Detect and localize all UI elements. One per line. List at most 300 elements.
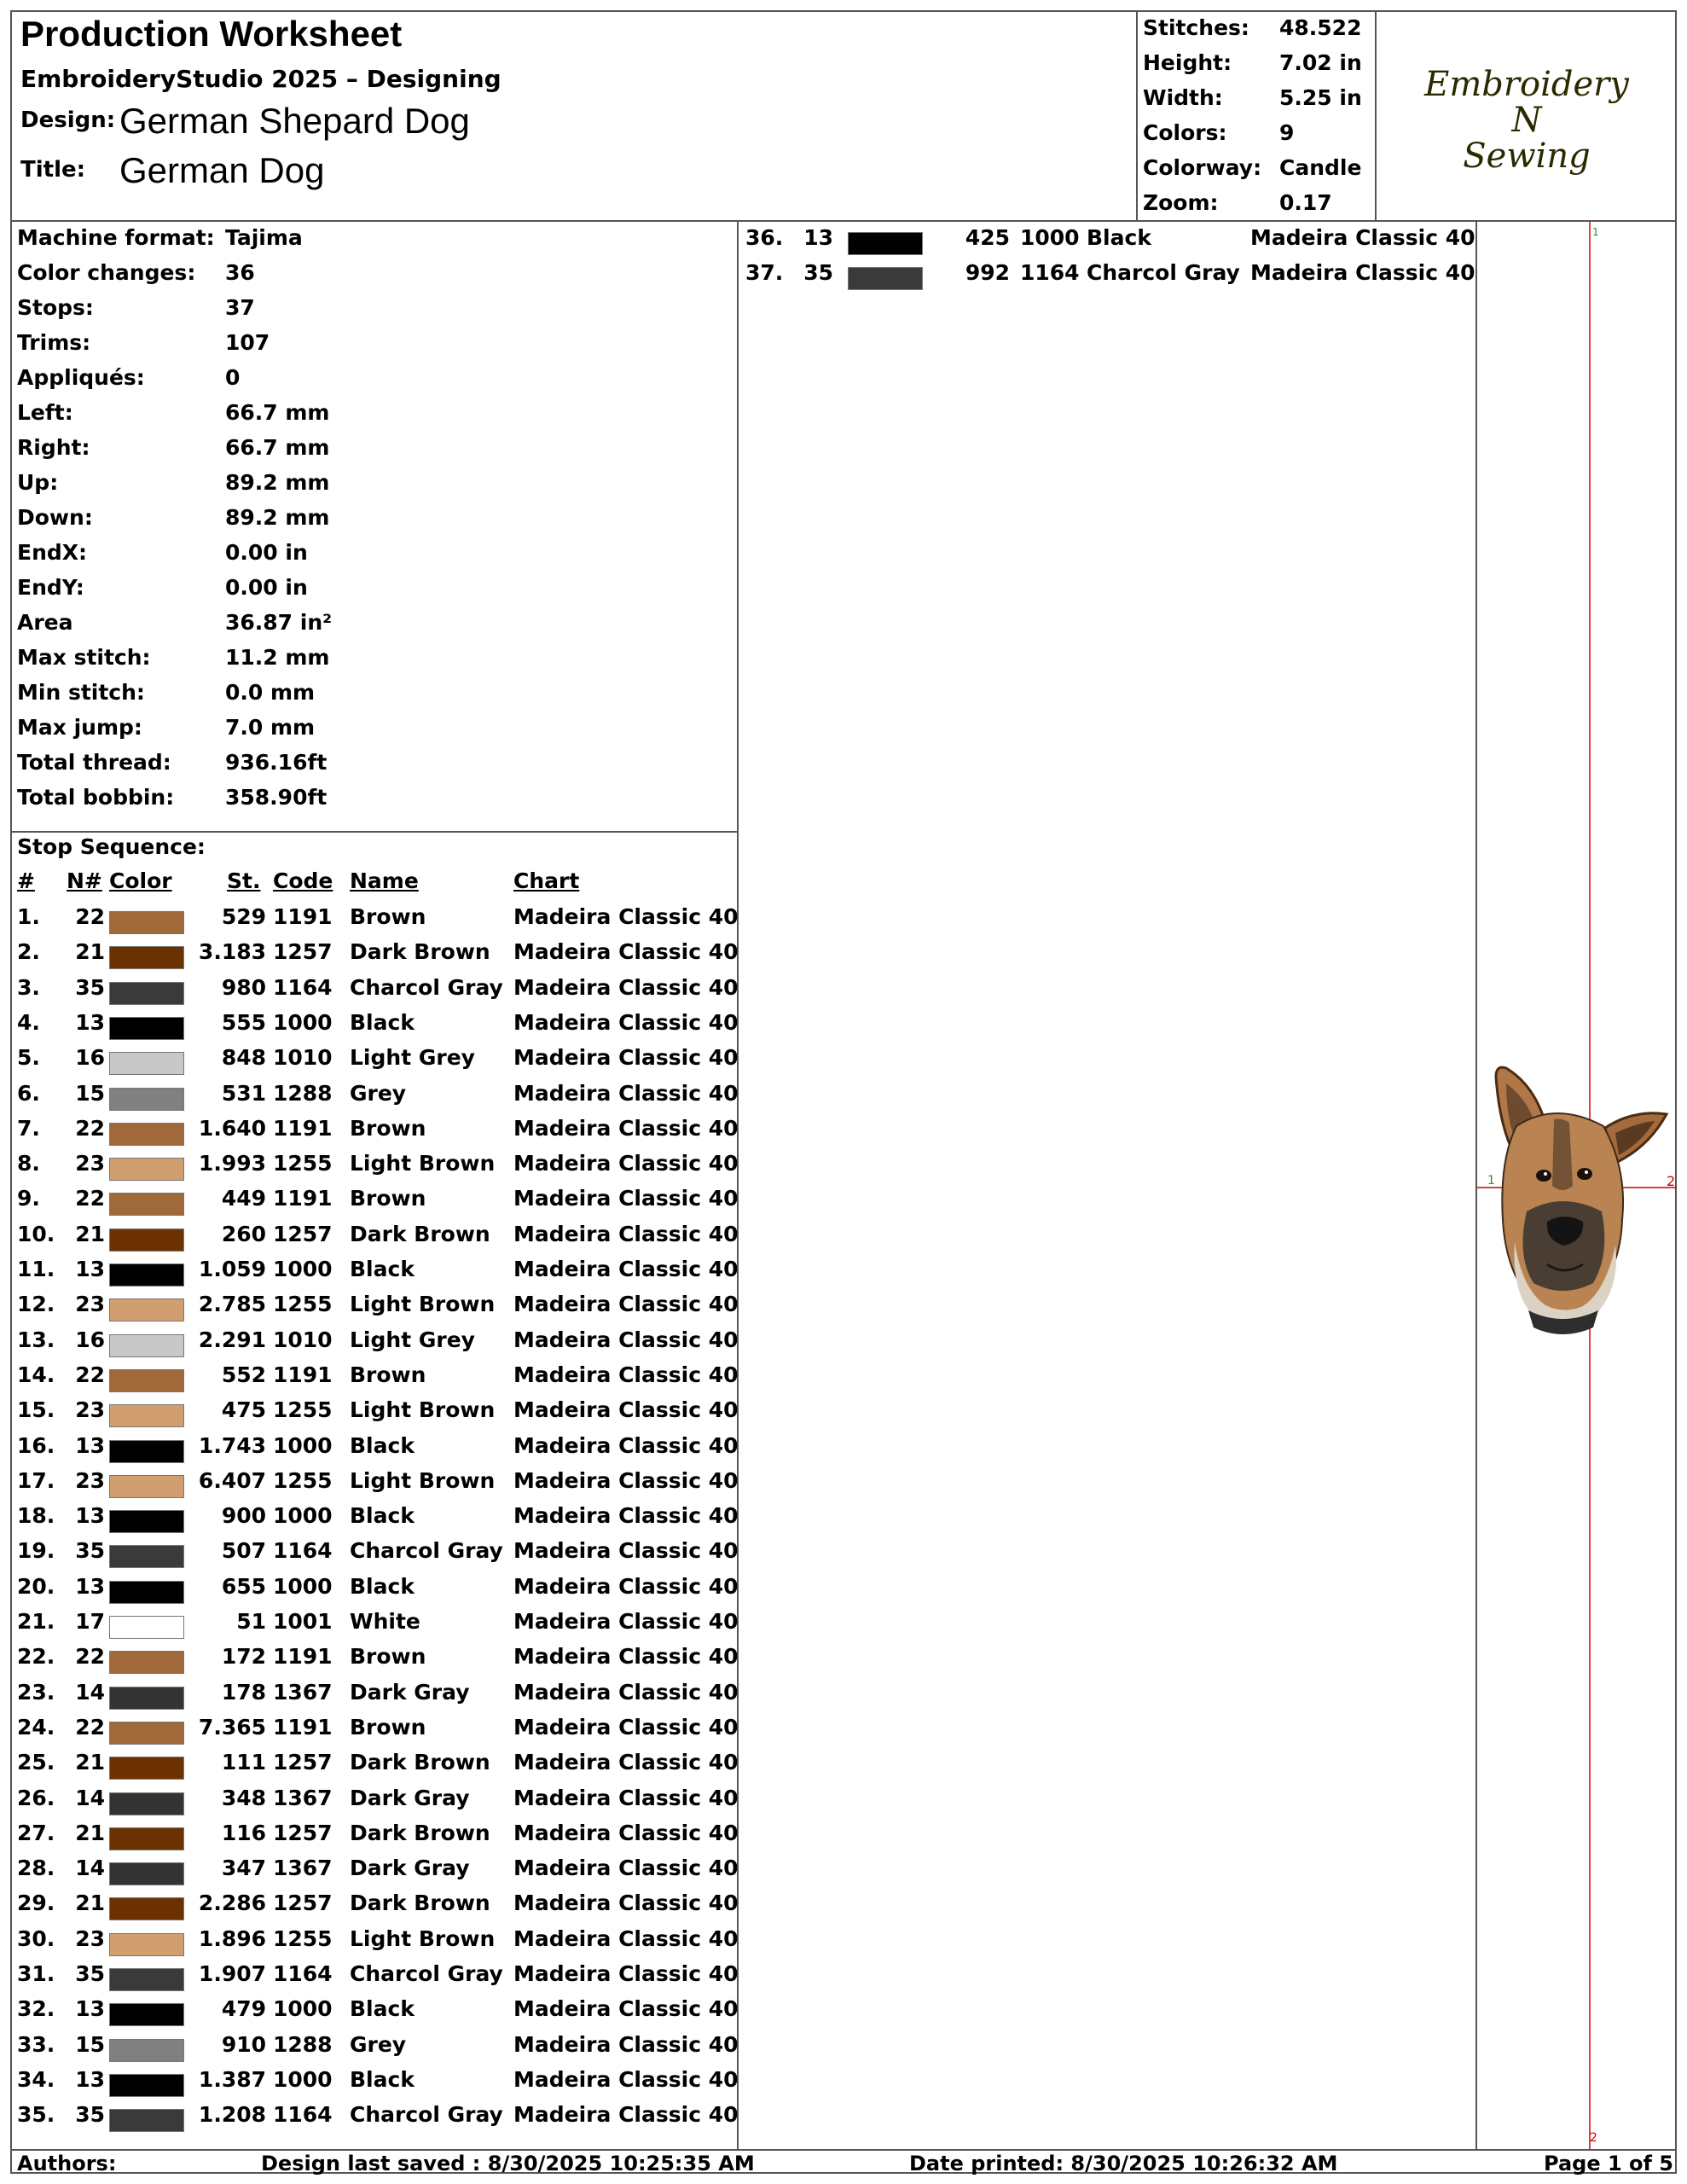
info-value: 0.0 mm	[225, 680, 316, 705]
color-swatch	[109, 1827, 184, 1850]
color-swatch	[109, 1792, 184, 1815]
info-row	[17, 540, 308, 575]
table-row	[12, 1891, 739, 1926]
table-row	[12, 1821, 739, 1856]
thread-name: Brown	[350, 1115, 426, 1141]
needle-number: 21	[75, 1750, 105, 1775]
stat-value: 7.02 in	[1279, 50, 1362, 75]
title-value: German Dog	[119, 150, 325, 190]
color-swatch	[109, 1616, 184, 1639]
thread-name: Light Grey	[350, 1327, 475, 1352]
info-label: Area	[17, 610, 73, 635]
info-row	[17, 400, 330, 435]
thread-name: Black	[350, 1257, 415, 1281]
color-swatch	[109, 946, 184, 969]
thread-chart: Madeira Classic 40	[513, 1961, 739, 1986]
logo-line-3: Sewing	[1463, 136, 1591, 176]
footer-authors: Authors:	[17, 2152, 117, 2175]
needle-number: 13	[75, 1257, 105, 1281]
needle-number: 13	[75, 1996, 105, 2022]
info-value: 36.87 in²	[225, 610, 333, 635]
table-row	[12, 1644, 739, 1679]
info-row	[17, 470, 330, 505]
marker-top: 1	[1592, 226, 1599, 238]
stitch-count: 555	[221, 1009, 266, 1035]
thread-code: 1367	[273, 1785, 333, 1810]
stop-number: 2.	[17, 939, 40, 965]
thread-chart: Madeira Classic 40	[1250, 260, 1475, 285]
stop-sequence-title: Stop Sequence:	[17, 834, 206, 859]
stitch-count: 7.365	[198, 1714, 266, 1740]
thread-name: Grey	[350, 1080, 407, 1106]
table-row	[12, 1468, 739, 1503]
thread-code: 1191	[273, 1115, 333, 1141]
thread-chart: Madeira Classic 40	[513, 1327, 739, 1352]
stitch-count: 980	[221, 974, 266, 1000]
thread-chart: Madeira Classic 40	[513, 1679, 739, 1705]
table-row	[12, 1362, 739, 1397]
thread-code: 1164	[273, 1538, 333, 1564]
thread-code: 1367	[273, 1679, 333, 1705]
production-worksheet	[10, 10, 1677, 2174]
stop-number: 23.	[17, 1679, 55, 1705]
stop-number: 6.	[17, 1080, 40, 1106]
needle-number: 21	[75, 1221, 105, 1246]
info-value: 11.2 mm	[225, 645, 330, 670]
thread-name: Dark Brown	[350, 1221, 490, 1246]
needle-number: 17	[75, 1609, 105, 1634]
stat-value: 48.522	[1279, 15, 1362, 40]
color-swatch	[109, 1933, 184, 1956]
info-value: 37	[225, 295, 255, 320]
info-value: Tajima	[225, 225, 303, 250]
stop-number: 20.	[17, 1573, 55, 1599]
stop-number: 37.	[745, 260, 784, 285]
logo-line-2: N	[1511, 101, 1542, 140]
color-swatch	[109, 1298, 184, 1321]
thread-code: 1000	[273, 1257, 333, 1281]
info-row	[17, 610, 333, 645]
stop-number: 32.	[17, 1996, 55, 2022]
thread-code: 1257	[273, 1820, 333, 1845]
table-row	[12, 1397, 739, 1432]
info-label: Left:	[17, 400, 73, 425]
info-value: 66.7 mm	[225, 400, 330, 425]
thread-chart: Madeira Classic 40	[513, 1080, 739, 1106]
marker-right: 2	[1667, 1173, 1676, 1189]
thread-chart: Madeira Classic 40	[513, 1820, 739, 1845]
stop-number: 31.	[17, 1961, 55, 1986]
needle-number: 22	[75, 904, 105, 929]
stitch-count: 1.640	[198, 1115, 266, 1141]
info-row	[17, 260, 255, 295]
table-row	[12, 1081, 739, 1116]
needle-number: 16	[75, 1327, 105, 1352]
thread-code: 1000	[273, 1996, 333, 2022]
stat-label: Zoom:	[1143, 190, 1219, 215]
thread-chart: Madeira Classic 40	[513, 1891, 739, 1916]
color-swatch	[109, 1651, 184, 1674]
thread-code: 1164	[273, 974, 333, 1000]
info-row	[17, 295, 255, 330]
needle-number: 23	[75, 1292, 105, 1317]
info-label: Machine format:	[17, 225, 215, 250]
stop-number: 10.	[17, 1221, 55, 1246]
info-label: Max stitch:	[17, 645, 151, 670]
thread-chart: Madeira Classic 40	[513, 1609, 739, 1634]
thread-chart: Madeira Classic 40	[513, 1996, 739, 2022]
stat-row	[1143, 50, 1362, 85]
col-header-color: Color	[109, 868, 172, 893]
table-row	[12, 2032, 739, 2067]
stop-sequence-continued	[739, 222, 1477, 2149]
header-panel	[12, 12, 1138, 222]
stitch-count: 552	[221, 1362, 266, 1387]
stitch-count: 655	[221, 1573, 266, 1599]
table-row	[12, 1680, 739, 1715]
info-row	[17, 435, 330, 470]
needle-number: 21	[75, 1820, 105, 1845]
thread-chart: Madeira Classic 40	[513, 1186, 739, 1211]
thread-chart: Madeira Classic 40	[513, 1714, 739, 1740]
needle-number: 23	[75, 1467, 105, 1493]
thread-code: 1191	[273, 904, 333, 929]
thread-name: Dark Gray	[350, 1856, 470, 1881]
thread-chart: Madeira Classic 40	[513, 1257, 739, 1281]
needle-number: 35	[803, 260, 833, 285]
thread-chart: Madeira Classic 40	[513, 1644, 739, 1670]
thread-code: 1257	[273, 1750, 333, 1775]
color-swatch	[109, 1968, 184, 1991]
table-row	[12, 1750, 739, 1785]
color-swatch	[109, 982, 184, 1005]
stop-number: 17.	[17, 1467, 55, 1493]
stop-number: 9.	[17, 1186, 40, 1211]
design-preview	[1477, 222, 1677, 2149]
info-row	[17, 715, 316, 750]
thread-name: Charcol Gray	[350, 2102, 503, 2128]
table-row	[12, 1609, 739, 1644]
needle-number: 14	[75, 1856, 105, 1881]
needle-number: 14	[75, 1785, 105, 1810]
stitch-count: 910	[221, 2031, 266, 2057]
stat-value: 5.25 in	[1279, 85, 1362, 110]
thread-chart: Madeira Classic 40	[513, 1467, 739, 1493]
thread-code: 1288	[273, 2031, 333, 2057]
info-value: 0.00 in	[225, 540, 308, 565]
thread-chart: Madeira Classic 40	[513, 904, 739, 929]
thread-name: Black	[350, 1009, 415, 1035]
info-value: 89.2 mm	[225, 505, 330, 530]
stat-row	[1143, 15, 1362, 50]
stop-number: 16.	[17, 1432, 55, 1458]
footer-last-saved: Design last saved : 8/30/2025 10:25:35 AM	[261, 2152, 755, 2175]
thread-code: 1164	[273, 1961, 333, 1986]
stitch-count: 1.743	[198, 1432, 266, 1458]
needle-number: 13	[75, 2066, 105, 2092]
stop-number: 22.	[17, 1644, 55, 1670]
needle-number: 22	[75, 1115, 105, 1141]
stop-number: 27.	[17, 1820, 55, 1845]
table-row	[12, 1715, 739, 1750]
table-row	[12, 1503, 739, 1538]
footer	[12, 2149, 1677, 2174]
stop-number: 11.	[17, 1257, 55, 1281]
design-label: Design:	[20, 107, 116, 133]
thread-code: 1255	[273, 1397, 333, 1423]
thread-name: Dark Brown	[350, 939, 490, 965]
stitch-count: 6.407	[198, 1467, 266, 1493]
info-row	[17, 645, 330, 680]
stat-label: Colorway:	[1143, 155, 1262, 180]
color-swatch	[109, 1193, 184, 1216]
thread-name: Light Brown	[350, 1292, 496, 1317]
color-swatch	[109, 1440, 184, 1463]
needle-number: 22	[75, 1644, 105, 1670]
color-swatch	[109, 2074, 184, 2097]
info-label: Appliqués:	[17, 365, 145, 390]
table-row	[12, 975, 739, 1010]
thread-name: Dark Gray	[350, 1679, 470, 1705]
thread-code: 1000	[273, 1573, 333, 1599]
thread-chart: Madeira Classic 40	[513, 1573, 739, 1599]
stat-label: Stitches:	[1143, 15, 1249, 40]
color-swatch	[109, 2039, 184, 2062]
thread-chart: Madeira Classic 40	[513, 1926, 739, 1951]
color-swatch	[109, 2003, 184, 2026]
thread-name: Charcol Gray	[1087, 260, 1240, 285]
info-label: Min stitch:	[17, 680, 145, 705]
stitch-count: 1.208	[198, 2102, 266, 2128]
info-row	[17, 575, 308, 610]
table-row	[12, 1926, 739, 1961]
thread-code: 1191	[273, 1714, 333, 1740]
table-row	[12, 1222, 739, 1257]
thread-code: 1000	[273, 2066, 333, 2092]
thread-code: 1257	[273, 939, 333, 965]
thread-code: 1000	[1020, 225, 1080, 250]
needle-number: 35	[75, 974, 105, 1000]
stitch-count: 900	[221, 1503, 266, 1529]
info-value: 0	[225, 365, 241, 390]
needle-number: 13	[75, 1573, 105, 1599]
thread-code: 1000	[273, 1432, 333, 1458]
thread-name: Brown	[350, 1186, 426, 1211]
thread-name: Light Brown	[350, 1397, 496, 1423]
machine-info	[12, 222, 739, 833]
needle-number: 16	[75, 1045, 105, 1071]
stitch-count: 479	[221, 1996, 266, 2022]
info-row	[17, 330, 270, 365]
stop-number: 7.	[17, 1115, 40, 1141]
table-row	[12, 1327, 739, 1362]
stop-number: 12.	[17, 1292, 55, 1317]
thread-chart: Madeira Classic 40	[513, 1397, 739, 1423]
thread-name: Light Brown	[350, 1151, 496, 1176]
stitch-count: 260	[221, 1221, 266, 1246]
table-row	[12, 1574, 739, 1609]
color-swatch	[848, 232, 923, 255]
thread-code: 1257	[273, 1891, 333, 1916]
table-row	[12, 1010, 739, 1045]
color-swatch	[109, 1545, 184, 1568]
stop-number: 3.	[17, 974, 40, 1000]
stitch-count: 531	[221, 1080, 266, 1106]
color-swatch	[109, 1123, 184, 1146]
color-swatch	[109, 1263, 184, 1287]
stop-number: 29.	[17, 1891, 55, 1916]
color-swatch	[109, 1475, 184, 1498]
needle-number: 13	[75, 1503, 105, 1529]
stat-row	[1143, 85, 1362, 120]
color-swatch	[109, 1369, 184, 1392]
stop-number: 30.	[17, 1926, 55, 1951]
thread-name: Dark Brown	[350, 1750, 490, 1775]
table-row	[12, 1045, 739, 1080]
info-label: EndY:	[17, 575, 84, 600]
thread-chart: Madeira Classic 40	[513, 1538, 739, 1564]
stat-row	[1143, 190, 1332, 225]
info-row	[17, 225, 303, 260]
info-label: Down:	[17, 505, 93, 530]
stitch-count: 1.896	[198, 1926, 266, 1951]
stop-number: 25.	[17, 1750, 55, 1775]
table-row	[739, 260, 1477, 295]
color-swatch	[109, 1052, 184, 1075]
logo-line-1: Embroidery	[1424, 65, 1629, 104]
thread-chart: Madeira Classic 40	[513, 1009, 739, 1035]
table-row	[12, 1186, 739, 1221]
thread-chart: Madeira Classic 40	[1250, 225, 1475, 250]
col-header-chart: Chart	[513, 868, 580, 893]
needle-number: 35	[75, 1961, 105, 1986]
info-row	[17, 785, 328, 820]
design-value: German Shepard Dog	[119, 101, 470, 141]
stitch-count: 529	[221, 904, 266, 929]
thread-code: 1255	[273, 1151, 333, 1176]
thread-name: Black	[350, 1573, 415, 1599]
col-header-name: Name	[350, 868, 419, 893]
stitch-count: 3.183	[198, 939, 266, 965]
thread-name: Brown	[350, 1644, 426, 1670]
stitch-count: 2.291	[198, 1327, 266, 1352]
stitch-count: 178	[221, 1679, 266, 1705]
stop-number: 21.	[17, 1609, 55, 1634]
stitch-count: 2.286	[198, 1891, 266, 1916]
col-header-needle: N#	[67, 868, 102, 893]
info-value: 358.90ft	[225, 785, 328, 810]
info-row	[17, 505, 330, 540]
thread-chart: Madeira Classic 40	[513, 1292, 739, 1317]
color-swatch	[109, 1581, 184, 1604]
needle-number: 21	[75, 939, 105, 965]
info-value: 107	[225, 330, 270, 355]
stitch-count: 1.387	[198, 2066, 266, 2092]
color-swatch	[109, 1510, 184, 1533]
logo-text	[1377, 67, 1677, 174]
needle-number: 23	[75, 1151, 105, 1176]
info-value: 7.0 mm	[225, 715, 316, 740]
stop-number: 13.	[17, 1327, 55, 1352]
info-value: 0.00 in	[225, 575, 308, 600]
stop-number: 8.	[17, 1151, 40, 1176]
info-label: Total thread:	[17, 750, 171, 775]
thread-chart: Madeira Classic 40	[513, 1362, 739, 1387]
thread-name: Light Grey	[350, 1045, 475, 1071]
needle-number: 23	[75, 1397, 105, 1423]
table-row	[12, 2067, 739, 2102]
thread-chart: Madeira Classic 40	[513, 1115, 739, 1141]
color-swatch	[109, 911, 184, 934]
stop-number: 34.	[17, 2066, 55, 2092]
needle-number: 23	[75, 1926, 105, 1951]
table-row	[12, 2102, 739, 2137]
thread-code: 1001	[273, 1609, 333, 1634]
marker-left: 1	[1487, 1174, 1495, 1188]
info-label: Right:	[17, 435, 90, 460]
marker-bottom: 2	[1590, 2131, 1597, 2145]
thread-chart: Madeira Classic 40	[513, 1785, 739, 1810]
stop-number: 19.	[17, 1538, 55, 1564]
needle-number: 22	[75, 1714, 105, 1740]
table-row	[12, 1538, 739, 1573]
color-swatch	[109, 1687, 184, 1710]
stitch-count: 425	[965, 225, 1010, 250]
color-swatch	[109, 1404, 184, 1427]
needle-number: 14	[75, 1679, 105, 1705]
stop-number: 4.	[17, 1009, 40, 1035]
stop-number: 28.	[17, 1856, 55, 1881]
thread-name: Dark Brown	[350, 1820, 490, 1845]
table-row	[12, 1856, 739, 1891]
col-header-num: #	[17, 868, 35, 893]
needle-number: 15	[75, 2031, 105, 2057]
thread-name: Brown	[350, 904, 426, 929]
german-shepherd-head-icon	[1496, 1067, 1667, 1334]
thread-name: Black	[1087, 225, 1151, 250]
table-row	[12, 904, 739, 939]
needle-number: 13	[803, 225, 833, 250]
info-row	[17, 750, 328, 785]
thread-name: Dark Brown	[350, 1891, 490, 1916]
thread-chart: Madeira Classic 40	[513, 1221, 739, 1246]
stop-number: 18.	[17, 1503, 55, 1529]
thread-chart: Madeira Classic 40	[513, 1151, 739, 1176]
thread-code: 1367	[273, 1856, 333, 1881]
thread-name: Dark Gray	[350, 1785, 470, 1810]
info-label: Total bobbin:	[17, 785, 175, 810]
color-swatch	[848, 267, 923, 290]
stitch-count: 172	[221, 1644, 266, 1670]
logo	[1377, 12, 1677, 222]
thread-name: Light Brown	[350, 1926, 496, 1951]
color-swatch	[109, 1722, 184, 1745]
color-swatch	[109, 1897, 184, 1920]
thread-code: 1255	[273, 1467, 333, 1493]
stop-number: 24.	[17, 1714, 55, 1740]
stop-number: 35.	[17, 2102, 55, 2128]
info-label: Up:	[17, 470, 59, 495]
color-swatch	[109, 1334, 184, 1357]
table-row	[12, 1996, 739, 2031]
design-stats	[1138, 12, 1377, 222]
color-swatch	[109, 1757, 184, 1780]
info-label: EndX:	[17, 540, 88, 565]
info-row	[17, 680, 316, 715]
needle-number: 13	[75, 1432, 105, 1458]
stat-row	[1143, 155, 1362, 190]
thread-code: 1288	[273, 1080, 333, 1106]
